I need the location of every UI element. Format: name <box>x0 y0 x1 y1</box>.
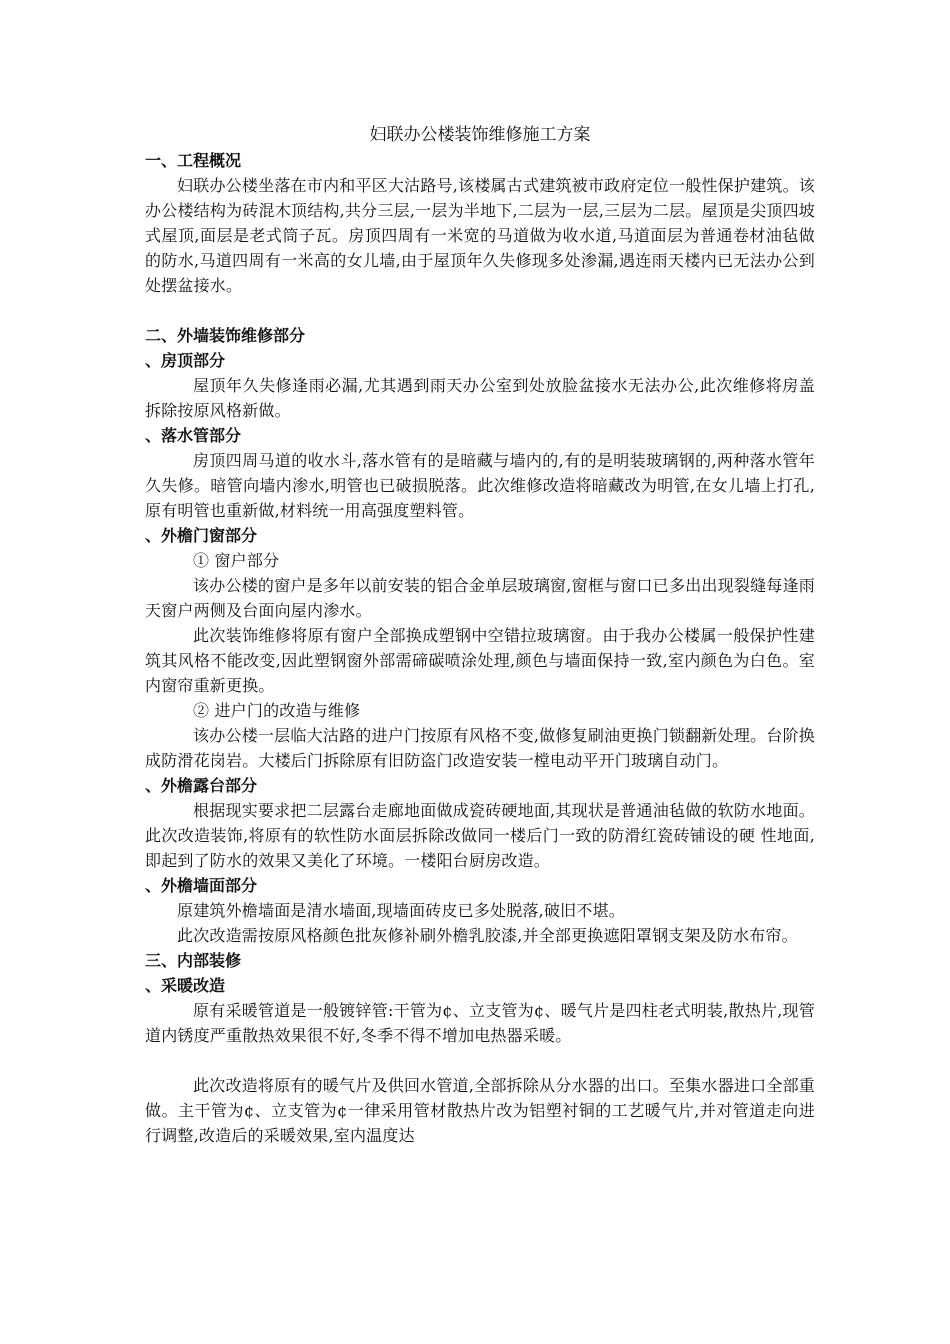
terrace-paragraph: 根据现实要求把二层露台走廊地面做成瓷砖硬地面,其现状是普通油毡做的软防水地面。此次改造装饰,将原有的软性防水面层拆除改做同一楼后门一致的防滑红瓷砖铺设的硬 性地面,即起到了防水的效果又美化了环境。一楼阳台厨房改造。 <box>145 801 815 870</box>
section-heading-overview: 一、工程概况 <box>145 151 242 170</box>
windows-replacement-paragraph: 此次装饰维修将原有窗户全部换成塑钢中空错拉玻璃窗。由于我办公楼属一般保护性建筑其风格不能改变,因此塑钢窗外部需碲碳喷涂处理,颜色与墙面保持一致,室内颜色为白色。室内窗帘重新更换。 <box>145 626 815 695</box>
heating-paragraph-2: 此次改造将原有的暖气片及供回水管道,全部拆除从分水器的出口。至集水器进口全部重做。主干管为¢、立支管为¢一律采用管材散热片改为铝塑衬铜的工艺暖气片,并对管道走向进行调整,改造后的采暖效果,室内温度达 <box>145 1076 815 1145</box>
heating-paragraph-1: 原有采暖管道是一般镀锌管:干管为¢、立支管为¢、暖气片是四柱老式明装,散热片,现管道内锈度严重散热效果很不好,冬季不得不增加电热器采暖。 <box>145 1001 815 1045</box>
section-heading-interior: 三、内部装修 <box>145 951 242 970</box>
blank-line <box>145 1048 815 1073</box>
entrance-door-subheading: ② 进户门的改造与维修 <box>193 701 361 720</box>
subheading-heating: 、采暖改造 <box>145 976 226 995</box>
windows-paragraph: 该办公楼的窗户是多年以前安装的铝合金单层玻璃窗,窗框与窗口已多出出现裂缝每逢雨天窗户两侧及台面向屋内渗水。 <box>145 576 815 620</box>
subheading-terrace: 、外檐露台部分 <box>145 776 258 795</box>
subheading-exterior-wall: 、外檐墙面部分 <box>145 876 258 895</box>
subheading-doors-windows: 、外檐门窗部分 <box>145 526 258 545</box>
exterior-wall-paragraph-1: 原建筑外檐墙面是清水墙面,现墙面砖皮已多处脱落,破旧不堪。 <box>177 901 625 920</box>
drain-paragraph: 房顶四周马道的收水斗,落水管有的是暗藏与墙内的,有的是明装玻璃钢的,两种落水管年久失修。暗管向墙内渗水,明管也已破损脱落。此次维修改造将暗藏改为明管,在女儿墙上打孔,原有明管也重新做,材料统一用高强度塑料管。 <box>145 451 815 520</box>
subheading-drain: 、落水管部分 <box>145 426 242 445</box>
roof-paragraph: 屋顶年久失修逢雨必漏,尤其遇到雨天办公室到处放脸盆接水无法办公,此次维修将房盖拆除按原风格新做。 <box>145 376 815 420</box>
section-heading-exterior: 二、外墙装饰维修部分 <box>145 326 306 345</box>
windows-subheading: ① 窗户部分 <box>193 551 280 570</box>
document-title: 妇联办公楼装饰维修施工方案 <box>369 125 591 145</box>
entrance-door-paragraph: 该办公楼一层临大沽路的进户门按原有风格不变,做修复刷油更换门锁翻新处理。台阶换成防滑花岗岩。大楼后门拆除原有旧防盗门改造安装一樘电动平开门玻璃自动门。 <box>145 726 815 770</box>
overview-paragraph: 妇联办公楼坐落在市内和平区大沽路号,该楼属古式建筑被市政府定位一般性保护建筑。该办公楼结构为砖混木顶结构,共分三层,一层为半地下,二层为一层,三层为二层。屋顶是尖顶四坡式屋顶,面层是老式筒子瓦。房顶四周有一米宽的马道做为收水道,马道面层为普通卷材油毡做的防水,马道四周有一米高的女儿墙,由于屋顶年久失修现多处渗漏,遇连雨天楼内已无法办公到处摆盆接水。 <box>145 176 815 295</box>
exterior-wall-paragraph-2: 此次改造需按原风格颜色批灰修补刷外檐乳胶漆,并全部更换遮阳罩钢支架及防水布帘。 <box>177 926 798 945</box>
blank-line <box>145 298 815 323</box>
document-body <box>145 122 815 1148</box>
subheading-roof: 、房顶部分 <box>145 351 226 370</box>
